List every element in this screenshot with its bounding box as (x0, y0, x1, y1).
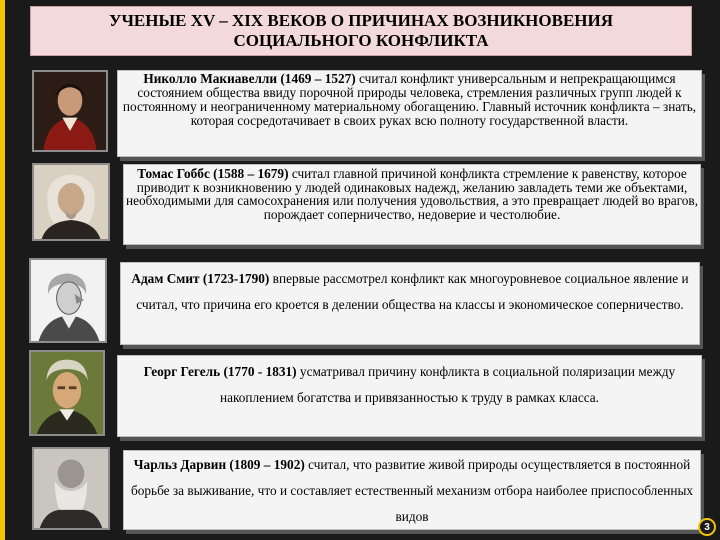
scholar-text: впервые рассмотрел конфликт как многоуровневое социальное явление и считал, что причина его кроется в делении общества на классы и экономическое соперничество. (136, 271, 689, 312)
scholar-name: Георг Гегель (1770 - 1831) (143, 364, 297, 379)
title-line-1: УЧЕНЫЕ XV – XIX ВЕКОВ О ПРИЧИНАХ ВОЗНИКНОВЕНИЯ (108, 11, 614, 30)
scholar-card-hegel (117, 355, 702, 437)
scholar-card-darwin (123, 450, 701, 530)
page-title (30, 6, 692, 56)
scholar-name: Адам Смит (1723-1790) (131, 271, 270, 286)
scholar-name: Николло Макиавелли (1469 – 1527) (143, 71, 356, 86)
portrait-smith (29, 258, 107, 343)
scholar-name: Томас Гоббс (1588 – 1679) (137, 166, 289, 181)
portrait-darwin (32, 447, 110, 530)
title-line-2: СОЦИАЛЬНОГО КОНФЛИКТА (233, 31, 489, 50)
portrait-hobbes (32, 163, 110, 241)
scholar-text: считал, что развитие живой природы осуществляется в постоянной борьбе за выживание, что и составляет естественный механизм отбора наиболее приспособленных видов (130, 457, 694, 524)
scholar-text: усматривал причину конфликта в социальной поляризации между накоплением богатства и привязанностью к труду в рамках класса. (219, 364, 676, 405)
page-number-badge: 3 (698, 518, 716, 536)
scholar-card-hobbes (123, 164, 701, 245)
scholar-card-smith (120, 262, 700, 345)
portrait-hegel (29, 350, 105, 436)
portrait-machiavelli (32, 70, 108, 152)
scholar-text: считал конфликт универсальным и непрекращающимся состоянием общества ввиду порочной природы человека, стремления различных групп людей к постоянному и неограниченному материальному обогащению. Главный источник конфликта – знать, которая сосредотачивает в своих руках всю полноту государственной власти. (122, 71, 697, 128)
scholar-card-machiavelli (117, 70, 702, 157)
scholar-text: считал главной причиной конфликта стремление к равенству, которое приводит к возникновению у людей одинаковых надежд, желанию завладеть теми же объектами, необходимыми для самосохранения или получения удовольствия, а это превращает людей во врагов, порождает соперничество, недоверие и честолюбие. (125, 166, 699, 222)
scholar-name: Чарльз Дарвин (1809 – 1902) (133, 457, 305, 472)
